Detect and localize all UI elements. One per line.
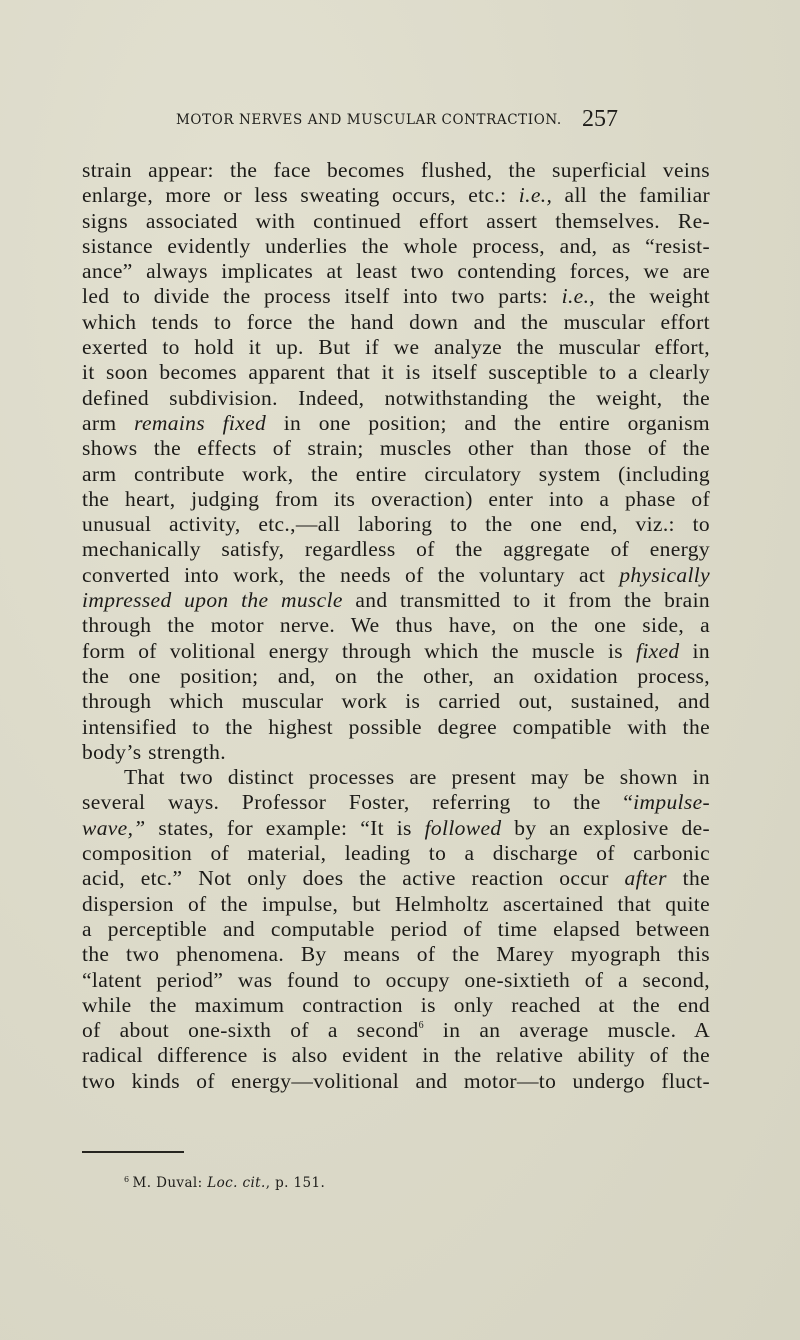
text-run: the two phenomena. By means of the Marey myograph this	[82, 942, 710, 967]
text-run: the	[666, 866, 710, 891]
italic-text: remains fixed	[134, 410, 267, 435]
text-line	[82, 487, 710, 512]
text-line	[82, 158, 710, 183]
text-run: in an average muscle. A	[423, 1018, 710, 1043]
text-run: shows the effects of strain; muscles other than those of the	[82, 436, 710, 461]
text-line	[82, 462, 710, 487]
text-run: arm	[82, 410, 135, 435]
text-line	[82, 740, 710, 765]
text-line	[82, 183, 710, 208]
text-run: the heart, judging from its overaction) enter into a phase of	[82, 486, 710, 511]
text-run: several ways. Professor Foster, referring to the “	[82, 790, 634, 815]
text-run: form of volitional energy through which the muscle is	[82, 638, 636, 663]
text-run: the weight	[595, 284, 711, 309]
text-line	[82, 892, 710, 917]
text-line	[82, 259, 710, 284]
text-run: states, for example: “It is	[145, 815, 425, 840]
italic-text: impulse-	[633, 790, 710, 815]
text-run: acid, etc.” Not only does the active reaction occur	[82, 866, 625, 891]
text-line	[82, 689, 710, 714]
text-run: through the motor nerve. We thus have, on the one side, a	[82, 613, 710, 638]
text-run: “latent period” was found to occupy one-sixtieth of a second,	[82, 967, 710, 992]
italic-text: i.e.,	[561, 284, 596, 309]
text-run: unusual activity, etc.,—all laboring to the one end, viz.: to	[82, 512, 710, 537]
text-run: two kinds of energy—volitional and motor—to undergo fluct-	[82, 1068, 710, 1093]
text-line	[82, 968, 710, 993]
italic-text: impressed upon the muscle	[82, 588, 343, 613]
text-run: body’s strength.	[82, 739, 226, 764]
text-run: composition of material, leading to a discharge of carbonic	[82, 841, 710, 866]
text-line	[82, 1018, 710, 1043]
text-line	[82, 234, 710, 259]
text-line	[82, 816, 710, 841]
text-line	[82, 512, 710, 537]
text-line	[82, 613, 710, 638]
footnote	[124, 1175, 325, 1191]
text-run: strain appear: the face becomes flushed, the superficial veins	[82, 158, 710, 182]
text-run: in one position; and the entire organism	[266, 410, 710, 435]
italic-text: fixed	[636, 638, 680, 663]
text-run: it soon becomes apparent that it is itself susceptible to a clearly	[82, 360, 710, 385]
text-run: while the maximum contraction is only reached at the end	[82, 992, 710, 1017]
text-line	[82, 310, 710, 335]
text-line	[82, 942, 710, 967]
text-line	[82, 360, 710, 385]
footnote-italic: Loc. cit.	[207, 1175, 266, 1191]
text-line	[82, 284, 710, 309]
text-run: of about one-sixth of a second	[82, 1018, 419, 1043]
text-run: and transmitted to it from the brain	[342, 588, 710, 613]
text-run: in	[679, 638, 710, 663]
text-line	[82, 335, 710, 360]
text-line	[82, 386, 710, 411]
text-run: a perceptible and computable period of time elapsed between	[82, 916, 710, 941]
footnote-page: , p. 151.	[265, 1175, 326, 1191]
text-line	[82, 664, 710, 689]
running-title: MOTOR NERVES AND MUSCULAR CONTRACTION.	[176, 112, 562, 128]
text-line	[82, 537, 710, 562]
text-run: led to divide the process itself into two parts:	[82, 284, 562, 309]
text-run: the one position; and, on the other, an oxidation process,	[82, 663, 710, 688]
text-run: radical difference is also evident in the relative ability of the	[82, 1043, 710, 1068]
text-run: all the familiar	[552, 183, 710, 208]
text-line	[82, 588, 710, 613]
text-line	[82, 917, 710, 942]
text-run: dispersion of the impulse, but Helmholtz ascertained that quite	[82, 891, 710, 916]
text-line	[82, 209, 710, 234]
italic-text: after	[624, 866, 667, 891]
text-line	[82, 765, 710, 790]
footnote-ref: 6	[418, 1020, 424, 1032]
footnote-marker: 6	[124, 1175, 130, 1184]
text-run: arm contribute work, the entire circulatory system (including	[82, 461, 710, 486]
text-run: That two distinct processes are present may be shown in	[124, 765, 710, 790]
page-number: 257	[582, 106, 618, 132]
italic-text: wave,”	[82, 815, 146, 840]
text-line	[82, 436, 710, 461]
text-run: enlarge, more or less sweating occurs, etc.:	[82, 183, 519, 208]
footnote-divider	[82, 1151, 184, 1153]
text-line	[82, 1069, 710, 1094]
text-line	[82, 639, 710, 664]
italic-text: i.e.,	[518, 183, 553, 208]
text-run: converted into work, the needs of the voluntary act	[82, 562, 620, 587]
text-line	[82, 715, 710, 740]
italic-text: followed	[424, 815, 502, 840]
text-line	[82, 411, 710, 436]
footnote-author: M. Duval:	[132, 1175, 208, 1191]
text-run: exerted to hold it up. But if we analyze the muscular effort,	[82, 335, 710, 360]
text-line	[82, 841, 710, 866]
text-run: ance” always implicates at least two contending forces, we are	[82, 259, 710, 284]
text-run: signs associated with continued effort assert themselves. Re-	[82, 208, 710, 233]
text-run: intensified to the highest possible degree compatible with the	[82, 714, 710, 739]
text-run: mechanically satisfy, regardless of the aggregate of energy	[82, 537, 710, 562]
text-line	[82, 866, 710, 891]
body-text	[82, 158, 710, 1094]
text-run: by an explosive de-	[501, 815, 710, 840]
text-line	[82, 563, 710, 588]
running-head	[82, 108, 710, 132]
italic-text: physically	[619, 562, 710, 587]
text-run: through which muscular work is carried out, sustained, and	[82, 689, 710, 714]
text-run: which tends to force the hand down and the muscular effort	[82, 309, 710, 334]
text-line	[82, 993, 710, 1018]
text-run: sistance evidently underlies the whole process, and, as “resist-	[82, 233, 710, 258]
text-run: defined subdivision. Indeed, notwithstanding the weight, the	[82, 385, 710, 410]
text-line	[82, 790, 710, 815]
text-line	[82, 1043, 710, 1068]
